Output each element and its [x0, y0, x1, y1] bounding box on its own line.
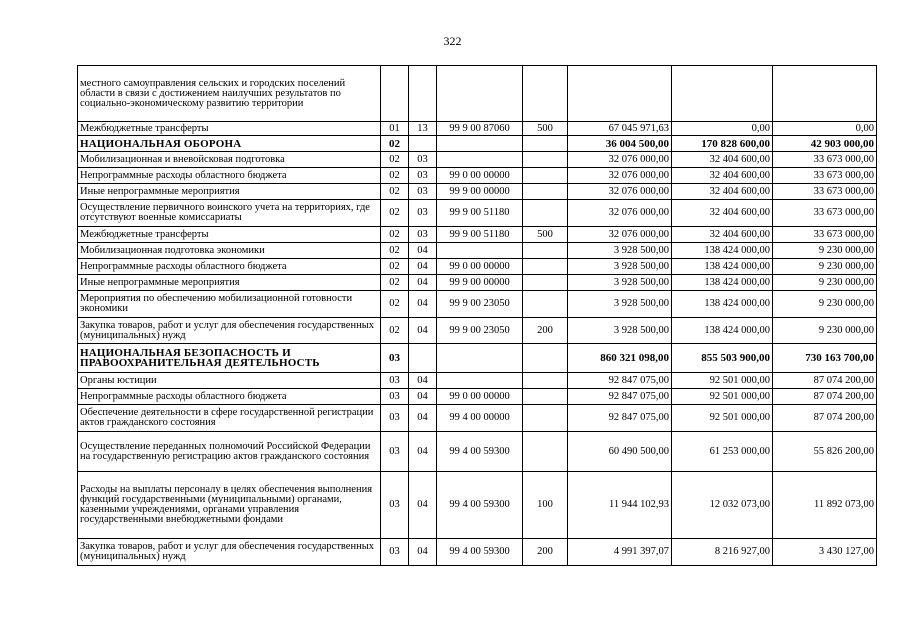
amount-year-1: 32 076 000,00	[568, 227, 672, 243]
target-article-code: 99 9 00 87060	[437, 122, 523, 136]
section-code: 02	[381, 291, 409, 318]
amount-year-1: 3 928 500,00	[568, 291, 672, 318]
amount-year-1: 92 847 075,00	[568, 405, 672, 432]
subsection-code	[409, 344, 437, 373]
amount-year-3: 87 074 200,00	[773, 405, 877, 432]
expense-type-code	[523, 168, 568, 184]
amount-year-1: 3 928 500,00	[568, 259, 672, 275]
amount-year-2: 138 424 000,00	[672, 243, 773, 259]
expense-type-code	[523, 243, 568, 259]
section-code: 02	[381, 243, 409, 259]
subsection-code	[409, 66, 437, 122]
subsection-code: 03	[409, 152, 437, 168]
expense-type-code	[523, 389, 568, 405]
amount-year-1: 32 076 000,00	[568, 168, 672, 184]
section-code: 01	[381, 122, 409, 136]
expense-type-code	[523, 275, 568, 291]
amount-year-1: 860 321 098,00	[568, 344, 672, 373]
amount-year-2: 138 424 000,00	[672, 275, 773, 291]
target-article-code: 99 9 00 23050	[437, 291, 523, 318]
amount-year-2: 138 424 000,00	[672, 259, 773, 275]
expense-type-code	[523, 291, 568, 318]
amount-year-1: 67 045 971,63	[568, 122, 672, 136]
amount-year-2: 32 404 600,00	[672, 227, 773, 243]
table-row	[78, 122, 877, 136]
subsection-code: 04	[409, 318, 437, 344]
amount-year-2: 32 404 600,00	[672, 200, 773, 227]
target-article-code: 99 4 00 00000	[437, 405, 523, 432]
section-code: 02	[381, 200, 409, 227]
row-name: местного самоуправления сельских и городских поселений области в связи с достижением наилучших результатов по социально-экономическому развитию территории	[78, 66, 381, 122]
amount-year-2: 8 216 927,00	[672, 539, 773, 566]
section-code: 03	[381, 472, 409, 539]
table-row	[78, 318, 877, 344]
row-name: Непрограммные расходы областного бюджета	[78, 389, 381, 405]
amount-year-2: 12 032 073,00	[672, 472, 773, 539]
amount-year-3: 33 673 000,00	[773, 168, 877, 184]
amount-year-2: 61 253 000,00	[672, 432, 773, 472]
amount-year-3: 9 230 000,00	[773, 291, 877, 318]
target-article-code: 99 0 00 00000	[437, 389, 523, 405]
amount-year-3: 33 673 000,00	[773, 200, 877, 227]
row-name: Непрограммные расходы областного бюджета	[78, 259, 381, 275]
section-code: 02	[381, 136, 409, 152]
page-number: 322	[443, 34, 462, 48]
row-name: Обеспечение деятельности в сфере государственной регистрации актов гражданского состояния	[78, 405, 381, 432]
row-name: Межбюджетные трансферты	[78, 122, 381, 136]
subsection-code: 04	[409, 275, 437, 291]
target-article-code	[437, 243, 523, 259]
amount-year-3: 87 074 200,00	[773, 389, 877, 405]
budget-table	[77, 65, 877, 566]
table-row	[78, 275, 877, 291]
expense-type-code: 100	[523, 472, 568, 539]
amount-year-2	[672, 66, 773, 122]
target-article-code: 99 0 00 00000	[437, 168, 523, 184]
subsection-code: 04	[409, 405, 437, 432]
amount-year-2: 32 404 600,00	[672, 184, 773, 200]
subsection-code: 13	[409, 122, 437, 136]
amount-year-3: 33 673 000,00	[773, 184, 877, 200]
expense-type-code: 500	[523, 227, 568, 243]
expense-type-code	[523, 405, 568, 432]
amount-year-1: 32 076 000,00	[568, 184, 672, 200]
row-name: Мобилизационная и вневойсковая подготовка	[78, 152, 381, 168]
table-row	[78, 259, 877, 275]
table-row	[78, 344, 877, 373]
amount-year-1: 3 928 500,00	[568, 243, 672, 259]
amount-year-1: 32 076 000,00	[568, 152, 672, 168]
table-row	[78, 389, 877, 405]
target-article-code: 99 9 00 51180	[437, 227, 523, 243]
subsection-code: 03	[409, 184, 437, 200]
amount-year-2: 32 404 600,00	[672, 152, 773, 168]
row-name: Органы юстиции	[78, 373, 381, 389]
table-row	[78, 184, 877, 200]
amount-year-1	[568, 66, 672, 122]
section-code: 02	[381, 168, 409, 184]
expense-type-code	[523, 432, 568, 472]
table-row	[78, 152, 877, 168]
amount-year-2: 138 424 000,00	[672, 291, 773, 318]
target-article-code	[437, 152, 523, 168]
expense-type-code: 200	[523, 539, 568, 566]
amount-year-3: 11 892 073,00	[773, 472, 877, 539]
subsection-code: 04	[409, 291, 437, 318]
table-row	[78, 243, 877, 259]
target-article-code: 99 4 00 59300	[437, 432, 523, 472]
table-row	[78, 373, 877, 389]
amount-year-2: 92 501 000,00	[672, 405, 773, 432]
target-article-code: 99 9 00 23050	[437, 318, 523, 344]
amount-year-1: 3 928 500,00	[568, 318, 672, 344]
section-code: 02	[381, 318, 409, 344]
row-name: Межбюджетные трансферты	[78, 227, 381, 243]
subsection-code	[409, 136, 437, 152]
amount-year-1: 32 076 000,00	[568, 200, 672, 227]
amount-year-3: 730 163 700,00	[773, 344, 877, 373]
expense-type-code	[523, 344, 568, 373]
subsection-code: 04	[409, 432, 437, 472]
table-row	[78, 200, 877, 227]
expense-type-code	[523, 259, 568, 275]
section-code: 03	[381, 344, 409, 373]
target-article-code: 99 9 00 51180	[437, 200, 523, 227]
row-name: Осуществление переданных полномочий Российской Федерации на государственную регистрацию актов гражданского состояния	[78, 432, 381, 472]
expense-type-code: 200	[523, 318, 568, 344]
amount-year-1: 4 991 397,07	[568, 539, 672, 566]
amount-year-1: 3 928 500,00	[568, 275, 672, 291]
expense-type-code	[523, 200, 568, 227]
table-row	[78, 227, 877, 243]
subsection-code: 03	[409, 200, 437, 227]
amount-year-2: 92 501 000,00	[672, 373, 773, 389]
amount-year-2: 855 503 900,00	[672, 344, 773, 373]
row-name: Непрограммные расходы областного бюджета	[78, 168, 381, 184]
amount-year-3: 3 430 127,00	[773, 539, 877, 566]
amount-year-3: 9 230 000,00	[773, 259, 877, 275]
expense-type-code	[523, 66, 568, 122]
amount-year-3: 42 903 000,00	[773, 136, 877, 152]
expense-type-code	[523, 184, 568, 200]
expense-type-code	[523, 152, 568, 168]
section-code: 03	[381, 432, 409, 472]
row-name: Иные непрограммные мероприятия	[78, 275, 381, 291]
section-code: 02	[381, 227, 409, 243]
target-article-code: 99 9 00 00000	[437, 184, 523, 200]
amount-year-3: 33 673 000,00	[773, 227, 877, 243]
subsection-code: 04	[409, 472, 437, 539]
amount-year-3: 55 826 200,00	[773, 432, 877, 472]
amount-year-1: 36 004 500,00	[568, 136, 672, 152]
target-article-code: 99 9 00 00000	[437, 275, 523, 291]
amount-year-3: 9 230 000,00	[773, 243, 877, 259]
table-row	[78, 168, 877, 184]
section-code: 03	[381, 539, 409, 566]
target-article-code: 99 4 00 59300	[437, 472, 523, 539]
amount-year-3: 0,00	[773, 122, 877, 136]
target-article-code: 99 0 00 00000	[437, 259, 523, 275]
row-name: Мобилизационная подготовка экономики	[78, 243, 381, 259]
section-code: 02	[381, 184, 409, 200]
amount-year-1: 92 847 075,00	[568, 389, 672, 405]
expense-type-code	[523, 373, 568, 389]
amount-year-3	[773, 66, 877, 122]
row-name: Расходы на выплаты персоналу в целях обеспечения выполнения функций государственными (муниципальными) органами, казенными учреждениями, органами управления государственными внебюджетными фондами	[78, 472, 381, 539]
section-code: 02	[381, 275, 409, 291]
subsection-code: 04	[409, 539, 437, 566]
target-article-code: 99 4 00 59300	[437, 539, 523, 566]
table-row	[78, 472, 877, 539]
section-code: 02	[381, 259, 409, 275]
target-article-code	[437, 373, 523, 389]
table-row	[78, 405, 877, 432]
row-name: НАЦИОНАЛЬНАЯ ОБОРОНА	[78, 136, 381, 152]
amount-year-2: 92 501 000,00	[672, 389, 773, 405]
subsection-code: 04	[409, 389, 437, 405]
amount-year-3: 87 074 200,00	[773, 373, 877, 389]
subsection-code: 03	[409, 227, 437, 243]
row-name: Закупка товаров, работ и услуг для обеспечения государственных (муниципальных) нужд	[78, 539, 381, 566]
row-name: Закупка товаров, работ и услуг для обеспечения государственных (муниципальных) нужд	[78, 318, 381, 344]
amount-year-2: 170 828 600,00	[672, 136, 773, 152]
amount-year-1: 11 944 102,93	[568, 472, 672, 539]
target-article-code	[437, 66, 523, 122]
amount-year-2: 138 424 000,00	[672, 318, 773, 344]
subsection-code: 04	[409, 259, 437, 275]
target-article-code	[437, 344, 523, 373]
row-name: Осуществление первичного воинского учета на территориях, где отсутствуют военные комиссариаты	[78, 200, 381, 227]
subsection-code: 04	[409, 373, 437, 389]
expense-type-code: 500	[523, 122, 568, 136]
section-code	[381, 66, 409, 122]
amount-year-3: 33 673 000,00	[773, 152, 877, 168]
table-row	[78, 136, 877, 152]
table-row	[78, 539, 877, 566]
amount-year-1: 92 847 075,00	[568, 373, 672, 389]
row-name: НАЦИОНАЛЬНАЯ БЕЗОПАСНОСТЬ И ПРАВООХРАНИТЕЛЬНАЯ ДЕЯТЕЛЬНОСТЬ	[78, 344, 381, 373]
subsection-code: 03	[409, 168, 437, 184]
target-article-code	[437, 136, 523, 152]
row-name: Иные непрограммные мероприятия	[78, 184, 381, 200]
expense-type-code	[523, 136, 568, 152]
section-code: 03	[381, 373, 409, 389]
amount-year-2: 0,00	[672, 122, 773, 136]
section-code: 03	[381, 405, 409, 432]
section-code: 02	[381, 152, 409, 168]
amount-year-3: 9 230 000,00	[773, 318, 877, 344]
row-name: Мероприятия по обеспечению мобилизационной готовности экономики	[78, 291, 381, 318]
amount-year-2: 32 404 600,00	[672, 168, 773, 184]
section-code: 03	[381, 389, 409, 405]
amount-year-3: 9 230 000,00	[773, 275, 877, 291]
table-row	[78, 291, 877, 318]
subsection-code: 04	[409, 243, 437, 259]
table-row	[78, 432, 877, 472]
amount-year-1: 60 490 500,00	[568, 432, 672, 472]
table-row	[78, 66, 877, 122]
